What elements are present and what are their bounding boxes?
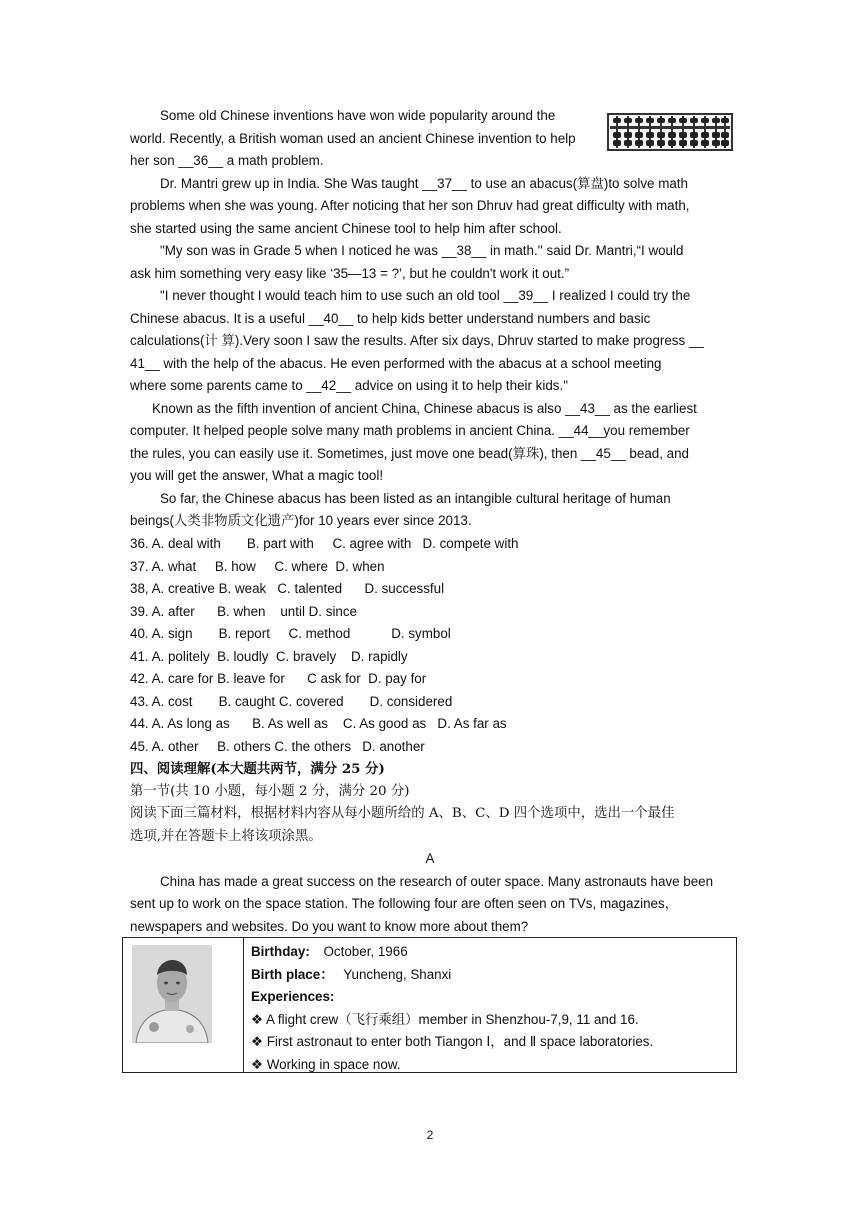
passage-line: beings(人类非物质文化遗产)for 10 years ever since 2013. [130,513,472,528]
birthplace-row [251,964,451,987]
passage-line: her son __36__ a math problem. [130,153,324,168]
experience-text: Working in space now. [266,1056,401,1072]
bullet-icon: ❖ [251,1056,264,1072]
passage-line: computer. It helped people solve many math problems in ancient China. __44__you remember [130,423,690,438]
question-options-36: 36. A. deal with B. part with C. agree with D. compete with [130,536,519,551]
passage-line: calculations(计 算).Very soon I saw the results. After six days, Dhruv started to make progress __ [130,333,704,348]
bullet-icon: ❖ [251,1011,264,1027]
passage-line: she started using the same ancient Chinese tool to help him after school. [130,220,562,236]
experience-item [251,1009,639,1032]
passage-line: "I never thought I would teach him to use such an old tool __39__ I realized I could try the [160,288,691,303]
passage-line: world. Recently, a British woman used an ancient Chinese invention to help [130,130,576,146]
passage-line: Known as the fifth invention of ancient China, Chinese abacus is also __43__ as the earliest [152,400,697,416]
passage-line: problems when she was young. After noticing that her son Dhruv had great difficulty with math, [130,198,690,213]
question-options-42: 42. A. care for B. leave for C ask for D. pay for [130,671,427,686]
passage-line: Some old Chinese inventions have won wide popularity around the [160,108,556,123]
section-heading: 四、阅读理解(本大题共两节，满分 25 分) [130,761,385,777]
section-instruction: 阅读下面三篇材料，根据材料内容从每小题所给的 A、B、C、D 四个选项中，选出一个最佳 [130,806,675,821]
birthday-row [251,941,408,964]
question-options-40: 40. A. sign B. report C. method D. symbol [130,626,451,641]
passage-line: 41__ with the help of the abacus. He even performed with the abacus at a school meeting [130,355,662,371]
birthplace-value: Yuncheng, Shanxi [343,966,452,982]
experience-text: A flight crew（飞行乘组）member in Shenzhou-7,9, 11 and 16. [266,1011,639,1027]
passage-line: Dr. Mantri grew up in India. She Was taught __37__ to use an abacus(算盘)to solve math [160,175,688,191]
intro-line: China has made a great success on the research of outer space. Many astronauts have been [160,873,714,889]
passage-line: you will get the answer, What a magic tool! [130,468,384,483]
experiences-label: Experiences: [251,989,335,1004]
question-options-44: 44. A. As long as B. As well as C. As good as D. As far as [130,716,507,731]
passage-line: the rules, you can easily use it. Sometimes, just move one bead(算珠), then __45__ bead, and [130,445,690,461]
bullet-icon: ❖ [251,1034,264,1049]
experience-item [251,1031,653,1054]
astronaut-profile-table [122,937,737,1073]
passage-line: Chinese abacus. It is a useful __40__ to help kids better understand numbers and basic [130,310,651,326]
experience-text: First astronaut to enter both Tiangon Ⅰ，and Ⅱ space laboratories. [266,1034,654,1049]
experience-item [251,1054,400,1077]
abacus-image [607,113,733,151]
passage-line: "My son was in Grade 5 when I noticed he was __38__ in math.'' said Dr. Mantri,“I would [160,243,684,258]
birthday-label: Birthday: [251,944,310,959]
section-instruction: 选项,并在答题卡上将该项涂黑。 [130,828,322,844]
question-options-45: 45. A. other B. others C. the others D. another [130,738,425,754]
intro-line: newspapers and websites. Do you want to know more about them? [130,918,529,934]
section-sub-heading: 第一节(共 10 小题，每小题 2 分，满分 20 分) [130,783,410,799]
passage-line: So far, the Chinese abacus has been listed as an intangible cultural heritage of human [160,490,671,506]
question-options-41: 41. A. politely B. loudly C. bravely D. rapidly [130,648,408,664]
birthday-value: October, 1966 [323,944,408,959]
passage-line: ask him something very easy like ‘35—13 = ?’, but he couldn't work it out.” [130,265,570,281]
question-options-38: 38, A. creative B. weak C. talented D. successful [130,581,445,596]
question-options-39: 39. A. after B. when until D. since [130,603,358,619]
question-options-37: 37. A. what B. how C. where D. when [130,558,385,574]
astronaut-photo [132,945,212,1043]
question-options-43: 43. A. cost B. caught C. covered D. considered [130,693,453,709]
part-label: A [425,851,435,866]
page-number: 2 [426,1128,434,1142]
birthplace-label: Birth place： [251,966,334,982]
passage-line: where some parents came to __42__ advice on using it to help their kids." [130,378,568,393]
intro-line: sent up to work on the space station. The following four are often seen on TVs, magazines， [130,896,679,911]
table-divider [243,938,244,1072]
